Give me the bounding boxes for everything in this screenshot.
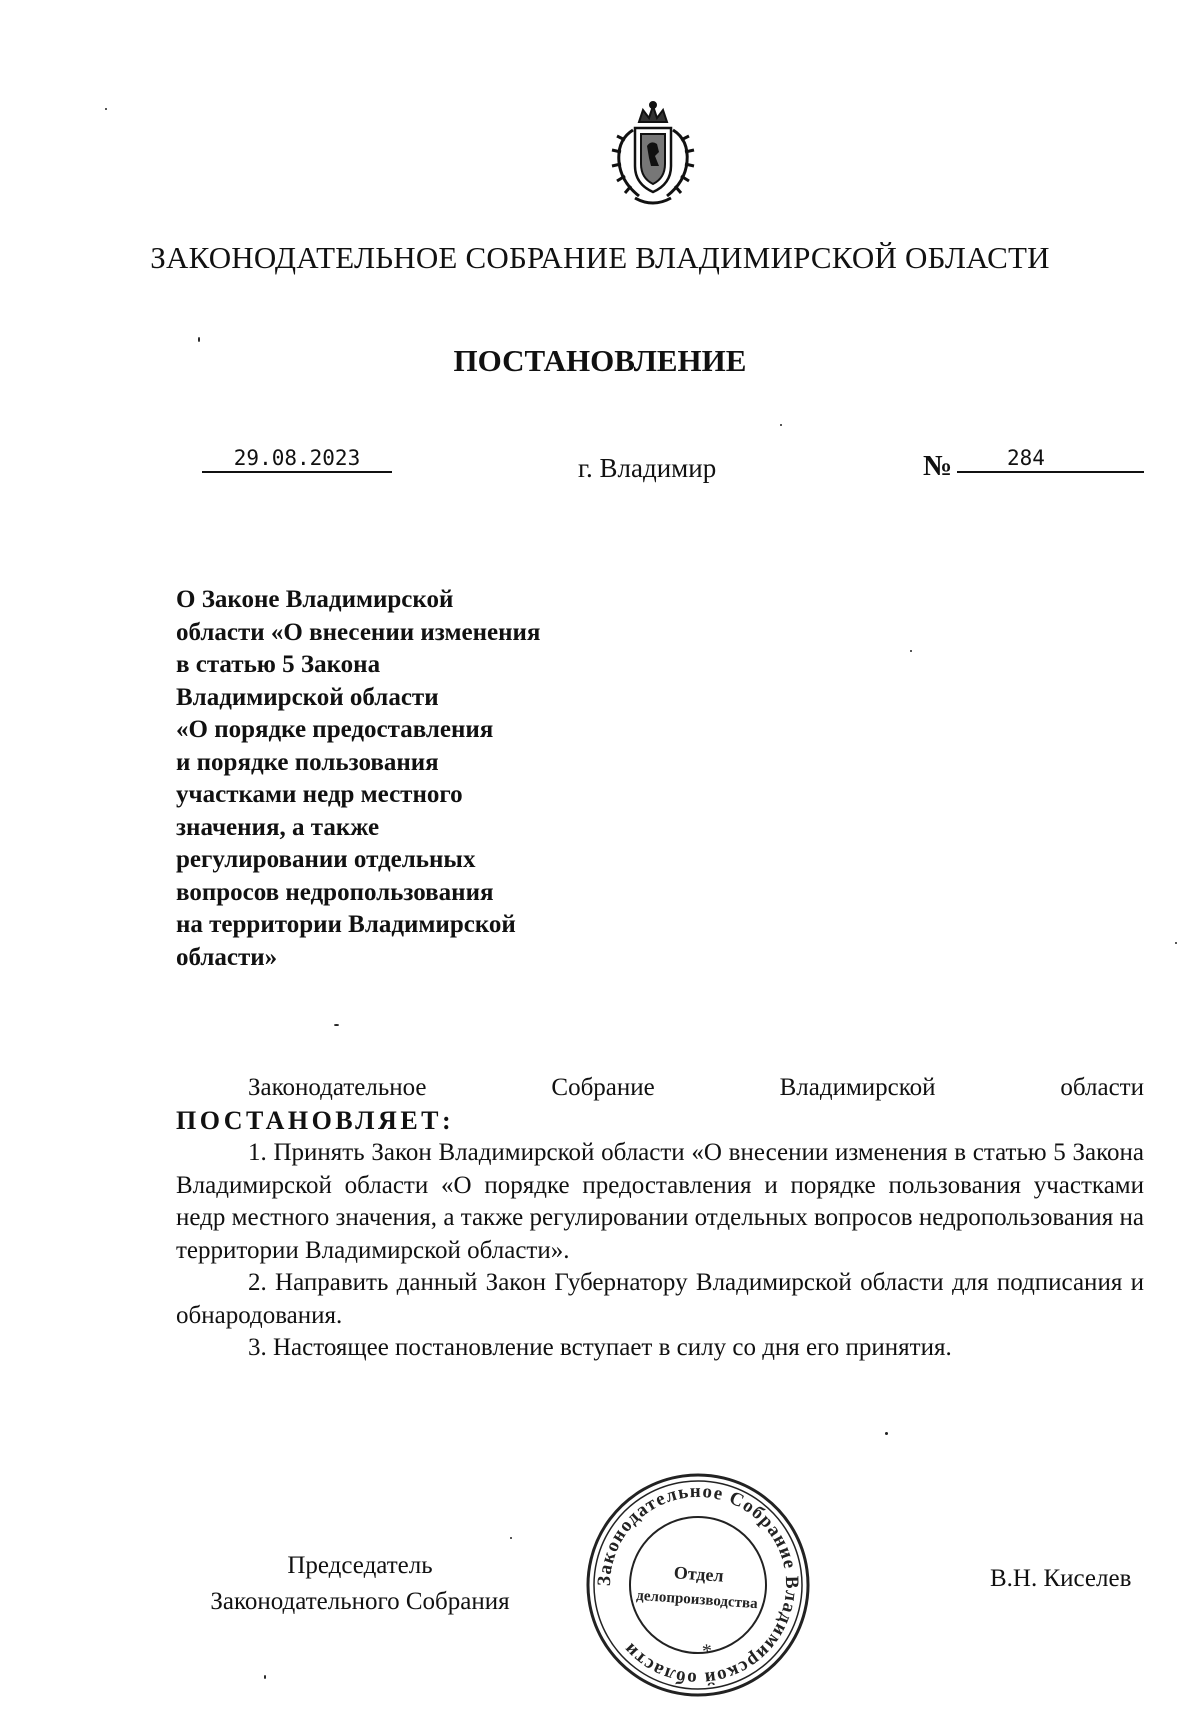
scan-speck: [510, 1537, 512, 1539]
coat-of-arms-emblem: [605, 100, 701, 212]
signatory-title-line-2: Законодательного Собрания: [210, 1588, 510, 1615]
scan-speck: [105, 108, 107, 110]
scan-speck: [885, 1432, 888, 1435]
subject-line: участками недр местного: [176, 781, 463, 808]
subject-line: области «О внесении изменения: [176, 618, 541, 646]
official-stamp: [585, 1472, 811, 1698]
signatory-title: [190, 1548, 530, 1620]
body-item-2: 2. Направить данный Закон Губернатору Владимирской области для подписания и обнародования.: [176, 1269, 1144, 1329]
svg-text:*: *: [700, 1639, 714, 1663]
scan-speck: [198, 337, 200, 342]
document-type-title: ПОСТАНОВЛЕНИЕ: [453, 343, 747, 378]
document-number: 284: [957, 445, 1144, 473]
subject-line: вопросов недропользования: [176, 878, 494, 906]
subject-line: значения, а также: [176, 813, 380, 841]
subject-line: Владимирской области: [176, 683, 439, 711]
svg-text:Законодательное Собрание Влади: Законодательное Собрание Владимирской области: [593, 1480, 803, 1690]
document-city: г. Владимир: [578, 453, 717, 483]
subject-line: регулировании отдельных: [176, 846, 476, 873]
signatory-title-line-1: Председатель: [287, 1552, 433, 1579]
svg-text:Отдел: Отдел: [673, 1562, 725, 1586]
document-body: [176, 1072, 1144, 1365]
scan-speck: [334, 1024, 339, 1026]
document-date: 29.08.2023: [202, 445, 392, 473]
svg-text:делопроизводства: делопроизводства: [635, 1587, 759, 1613]
body-item-3: 3. Настоящее постановление вступает в силу со дня его принятия.: [248, 1334, 952, 1361]
scan-speck: [780, 424, 782, 426]
scan-speck: [1175, 942, 1177, 944]
subject-line: «О порядке предоставления: [176, 716, 494, 743]
organization-title: ЗАКОНОДАТЕЛЬНОЕ СОБРАНИЕ ВЛАДИМИРСКОЙ ОБЛАСТИ: [150, 240, 1050, 275]
subject-line: на территории Владимирской: [176, 911, 516, 938]
subject-line: и порядке пользования: [176, 748, 439, 776]
scan-speck: [910, 650, 912, 652]
number-sign: №: [923, 450, 953, 482]
subject-line: О Законе Владимирской: [176, 586, 454, 613]
scan-speck: [264, 1675, 266, 1679]
signatory-name: В.Н. Киселев: [990, 1565, 1132, 1592]
subject-line: в статью 5 Закона: [176, 651, 381, 678]
subject-line: области»: [176, 943, 278, 971]
body-intro: Законодательное Собрание Владимирской области: [248, 1074, 1144, 1101]
body-item-1: 1. Принять Закон Владимирской области «О внесении изменения в статью 5 Закона Владимирской области «О порядке предоставления и порядке пользования участками недр местного значения, а также регулировании отдельных вопросов недропользования на территории Владимирской области».: [176, 1139, 1144, 1264]
document-subject: [176, 584, 596, 974]
body-verb: ПОСТАНОВЛЯЕТ:: [176, 1105, 455, 1135]
